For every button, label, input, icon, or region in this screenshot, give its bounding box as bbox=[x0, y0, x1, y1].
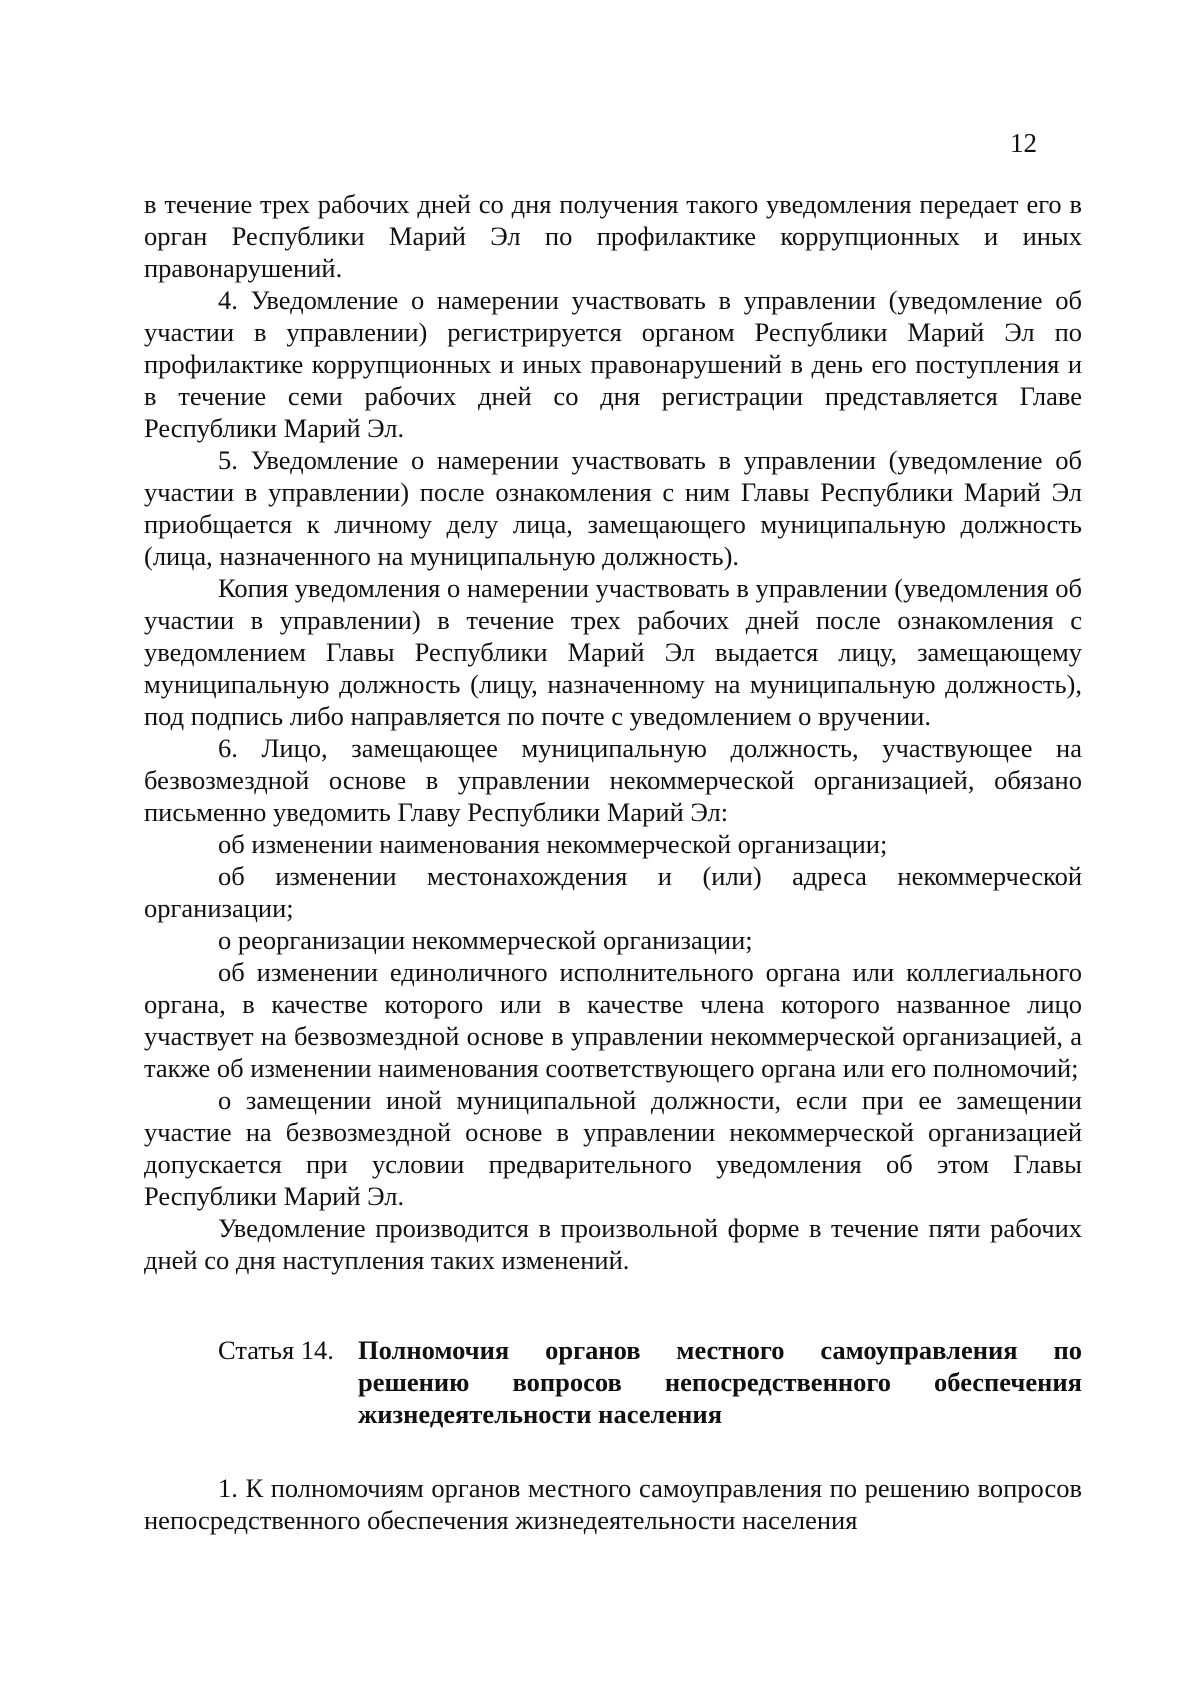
list-item-address-change: об изменении местонахождения и (или) адреса некоммерческой организации; bbox=[144, 861, 1082, 923]
paragraph-notice-form: Уведомление производится в произвольной форме в течение пяти рабочих дней со дня наступления таких изменений. bbox=[144, 1213, 1082, 1275]
document-body bbox=[144, 188, 1082, 1536]
list-item-reorganization: о реорганизации некоммерческой организации; bbox=[218, 925, 753, 955]
paragraph-article-14-item-1: 1. К полномочиям органов местного самоуправления по решению вопросов непосредственного обеспечения жизнедеятельности населения bbox=[144, 1473, 1082, 1535]
article-label: Статья 14. bbox=[218, 1335, 334, 1365]
paragraph-item-6: 6. Лицо, замещающее муниципальную должность, участвующее на безвозмездной основе в управлении некоммерческой организацией, обязано письменно уведомить Главу Республики Марий Эл: bbox=[144, 733, 1082, 827]
paragraph-item-4: 4. Уведомление о намерении участвовать в управлении (уведомление об участии в управлении) регистрируется органом Республики Марий Эл по профилактике коррупционных и иных правонарушений в день его поступления и в течение семи рабочих дней со дня регистрации представляется Главе Республики Марий Эл. bbox=[144, 285, 1082, 443]
list-item-other-position: о замещении иной муниципальной должности, если при ее замещении участие на безвозмездной основе в управлении некоммерческой организацией допускается при условии предварительного уведомления об этом Главы Республики Марий Эл. bbox=[144, 1085, 1082, 1211]
article-heading bbox=[144, 1334, 1082, 1430]
article-title: Полномочия органов местного самоуправления по решению вопросов непосредственного обеспечения жизнедеятельности населения bbox=[358, 1335, 1082, 1429]
paragraph-item-5: 5. Уведомление о намерении участвовать в управлении (уведомление об участии в управлении) после ознакомления с ним Главы Республики Марий Эл приобщается к личному делу лица, замещающего муниципальную должность (лица, назначенного на муниципальную должность). bbox=[144, 445, 1082, 571]
paragraph-copy-of-notice: Копия уведомления о намерении участвовать в управлении (уведомления об участии в управлении) в течение трех рабочих дней после ознакомления с уведомлением Главы Республики Марий Эл выдается лицу, замещающему муниципальную должность (лицу, назначенному на муниципальную должность), под подпись либо направляется по почте с уведомлением о вручении. bbox=[144, 573, 1082, 731]
paragraph-continuation: в течение трех рабочих дней со дня получения такого уведомления передает его в орган Республики Марий Эл по профилактике коррупционных и иных правонарушений. bbox=[144, 189, 1082, 283]
list-item-name-change: об изменении наименования некоммерческой организации; bbox=[218, 829, 888, 859]
list-item-body-change: об изменении единоличного исполнительного органа или коллегиального органа, в качестве которого или в качестве члена которого названное лицо участвует на безвозмездной основе в управлении некоммерческой организацией, а также об изменении наименования соответствующего органа или его полномочий; bbox=[144, 957, 1082, 1083]
page-number: 12 bbox=[1010, 128, 1037, 158]
